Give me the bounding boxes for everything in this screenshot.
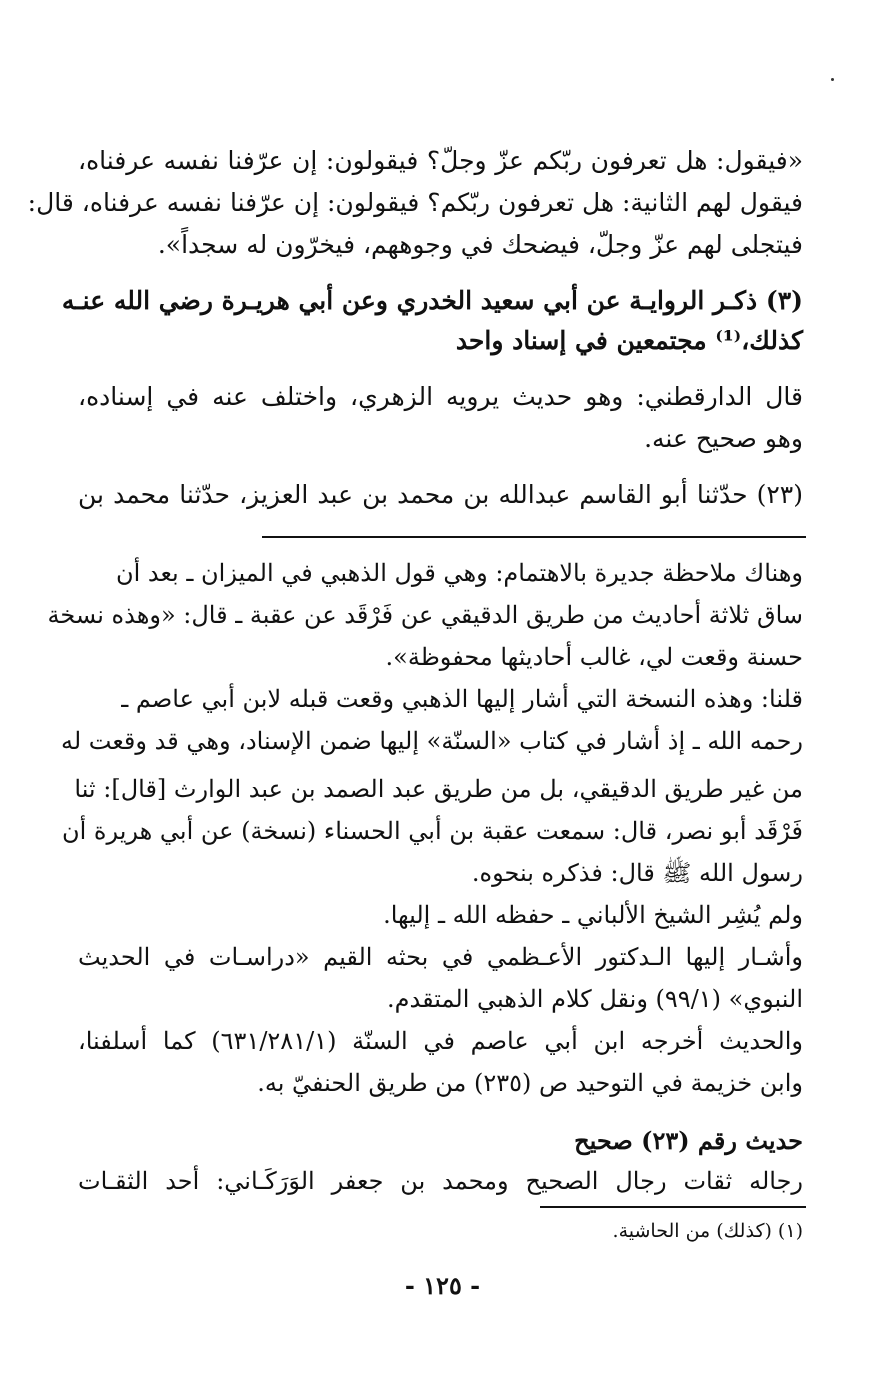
hadith-line: (٢٣) حدّثنا أبو القاسم عبدالله بن محمد بن عبد العزيز، حدّثنا محمد بن	[78, 480, 803, 509]
bottom-note-separator	[540, 1206, 806, 1208]
commentary-line: رحمه الله ـ إذ أشار في كتاب «السنّة» إليها ضمن الإسناد، وهي قد وقعت له	[60, 727, 803, 755]
commentary-line: وهناك ملاحظة جديرة بالاهتمام: وهي قول الذهبي في الميزان ـ بعد أن	[115, 559, 803, 587]
main-text-line: وهو صحيح عنه.	[644, 424, 803, 453]
bottom-footnote: (١) (كذلك) من الحاشية.	[612, 1220, 803, 1242]
commentary-line: النبوي» (٩٩/١) ونقل كلام الذهبي المتقدم.	[387, 985, 803, 1013]
commentary-line: قلنا: وهذه النسخة التي أشار إليها الذهبي وقعت قبله لابن أبي عاصم ـ	[121, 685, 803, 713]
commentary-line: من غير طريق الدقيقي، بل من طريق عبد الصمد بن عبد الوارث [قال]: ثنا	[74, 775, 803, 803]
main-text-line: «فيقول: هل تعرفون ربّكم عزّ وجلّ؟ فيقولون: إن عرّفنا نفسه عرفناه،	[78, 146, 803, 175]
section-heading-line: كذلك،⁽¹⁾ مجتمعين في إسناد واحد	[455, 326, 803, 355]
commentary-line: رسول الله ﷺ قال: فذكره بنحوه.	[471, 859, 803, 887]
main-text-line: قال الدارقطني: وهو حديث يرويه الزهري، واختلف عنه في إسناده،	[78, 382, 803, 411]
commentary-line: ولم يُشِر الشيخ الألباني ـ حفظه الله ـ إليها.	[383, 901, 803, 929]
commentary-line: حسنة وقعت لي، غالب أحاديثها محفوظة».	[385, 643, 803, 671]
footnote-separator	[262, 536, 806, 538]
hadith-grade-heading: حديث رقم (٢٣) صحيح	[574, 1126, 803, 1155]
main-text-line: فيتجلى لهم عزّ وجلّ، فيضحك في وجوههم، فيخرّون له سجداً».	[157, 230, 803, 259]
commentary-line: والحديث أخرجه ابن أبي عاصم في السنّة (٦٣١/٢٨١/١) كما أسلفنا،	[78, 1027, 803, 1055]
commentary-line: ساق ثلاثة أحاديث من طريق الدقيقي عن فَرْقَد عن عقبة ـ قال: «وهذه نسخة	[47, 601, 803, 629]
speck-mark	[831, 78, 834, 81]
commentary-line: فَرْقَد أبو نصر، قال: سمعت عقبة بن أبي الحسناء (نسخة) عن أبي هريرة أن	[61, 817, 803, 845]
section-heading-line: (٣) ذكـر الروايـة عن أبي سعيد الخدري وعن أبي هريـرة رضي الله عنـه	[61, 286, 803, 315]
commentary-line: وأشـار إليها الـدكتور الأعـظمي في بحثه القيم «دراسـات في الحديث	[78, 943, 803, 971]
commentary-line: رجاله ثقات رجال الصحيح ومحمد بن جعفر الوَرَكَـاني: أحد الثقـات	[78, 1167, 803, 1195]
commentary-line: وابن خزيمة في التوحيد ص (٢٣٥) من طريق الحنفيّ به.	[257, 1069, 803, 1097]
page-number: - ١٢٥ -	[404, 1271, 481, 1300]
main-text-line: فيقول لهم الثانية: هل تعرفون ربّكم؟ فيقولون: إن عرّفنا نفسه عرفناه، قال:	[27, 188, 803, 217]
